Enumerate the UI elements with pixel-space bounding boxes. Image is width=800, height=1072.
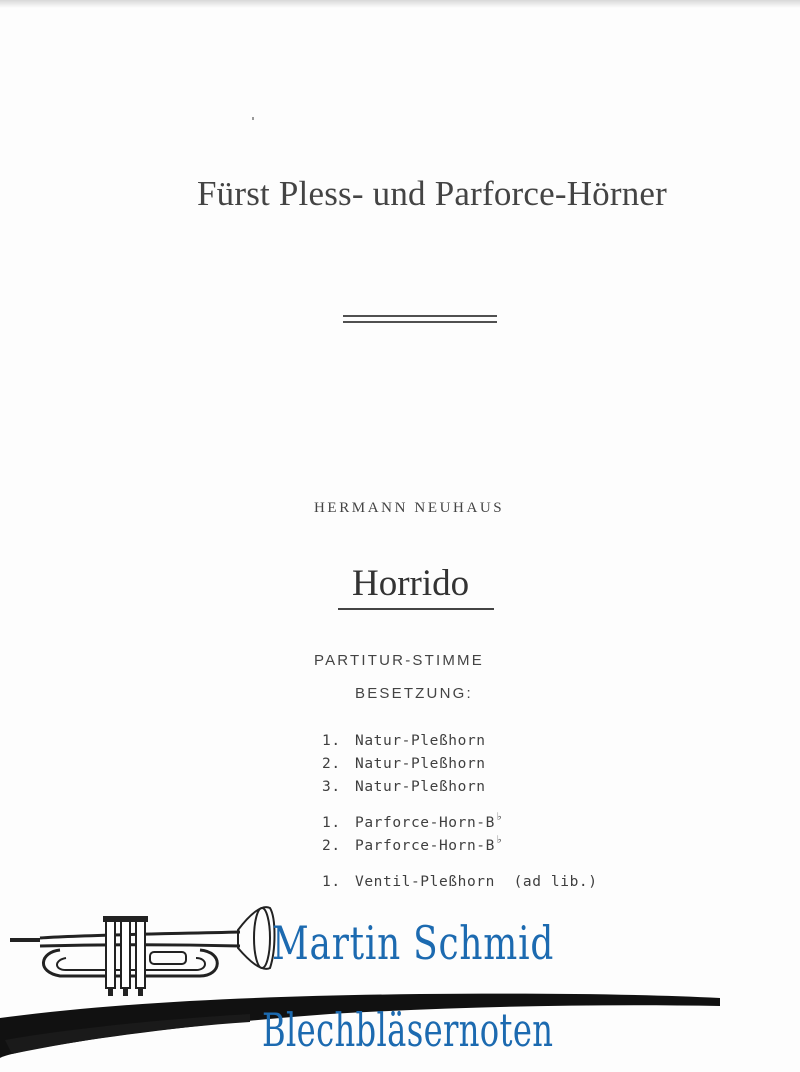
instrument-number: 2. xyxy=(322,838,341,854)
instrument-number: 3. xyxy=(322,779,341,795)
instrument-name: Natur-Pleßhorn xyxy=(355,779,486,795)
instrument-line xyxy=(322,733,486,749)
instrument-name: Parforce-Horn-B xyxy=(355,838,495,854)
instrument-name: Natur-Pleßhorn xyxy=(355,756,486,772)
instrument-name: Ventil-Pleßhorn (ad lib.) xyxy=(355,874,598,890)
instrument-line xyxy=(322,810,504,831)
scan-speck xyxy=(252,117,254,120)
instrument-name: Parforce-Horn-B xyxy=(355,815,495,831)
publisher-logo xyxy=(0,890,800,1072)
instrument-number: 1. xyxy=(322,733,341,749)
scoring-label: BESETZUNG: xyxy=(355,685,473,702)
composer-name: HERMANN NEUHAUS xyxy=(314,500,505,516)
instrument-line xyxy=(322,756,486,772)
divider-rule-bottom xyxy=(343,321,497,323)
divider-rule-top xyxy=(343,315,497,317)
instrument-line xyxy=(322,874,598,890)
work-title: Horrido xyxy=(352,563,470,604)
instrument-number: 1. xyxy=(322,874,341,890)
publisher-name-line1: Martin Schmid xyxy=(272,916,555,970)
scan-edge xyxy=(0,0,800,8)
instrument-number: 1. xyxy=(322,815,341,831)
instrument-line xyxy=(322,779,486,795)
instrument-number: 2. xyxy=(322,756,341,772)
instrument-name: Natur-Pleßhorn xyxy=(355,733,486,749)
work-title-underline xyxy=(338,608,494,610)
publisher-name-line2: Blechbläsernoten xyxy=(262,1003,554,1057)
flat-sign: ♭ xyxy=(495,810,504,823)
flat-sign: ♭ xyxy=(495,833,504,846)
series-title: Fürst Pless- und Parforce-Hörner xyxy=(196,174,668,213)
score-type-label: PARTITUR-STIMME xyxy=(314,652,484,669)
instrument-line xyxy=(322,833,504,854)
